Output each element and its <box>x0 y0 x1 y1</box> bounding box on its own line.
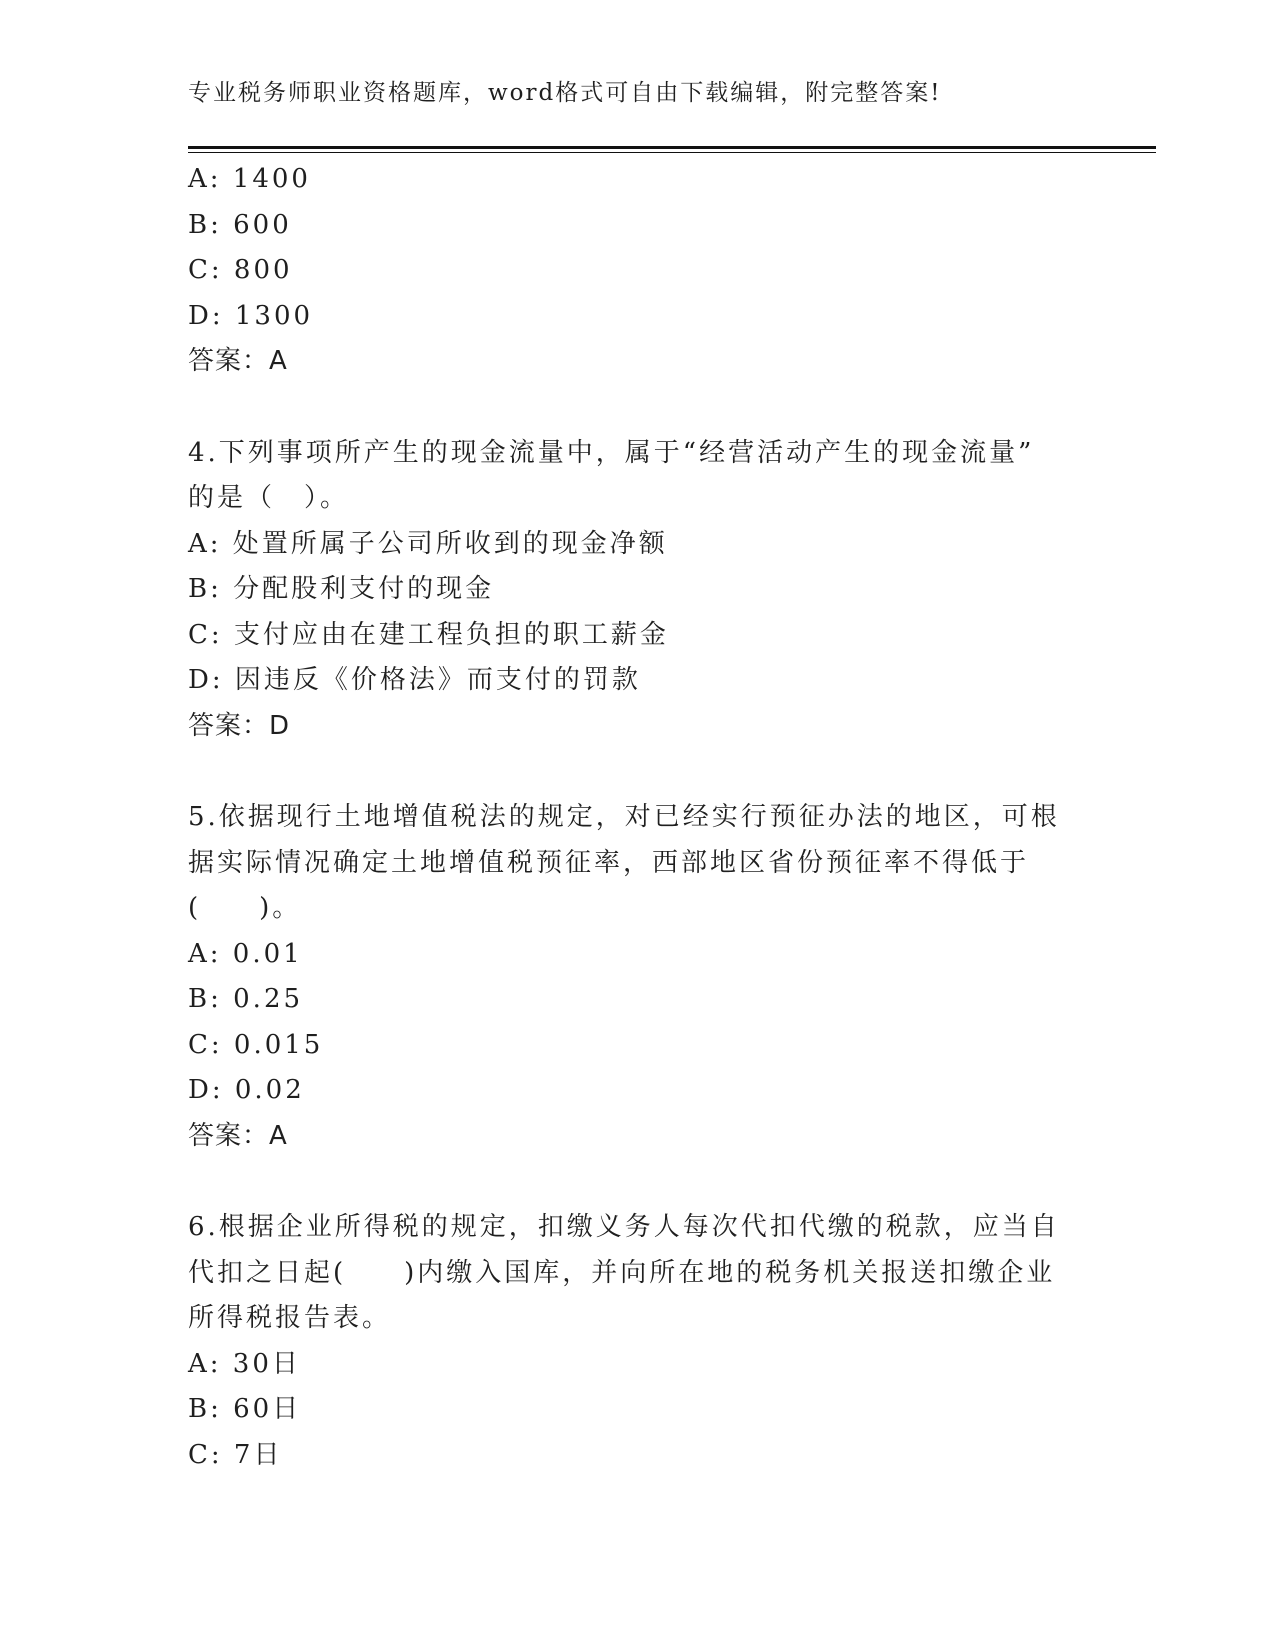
q5-answer: 答案：A <box>188 1120 288 1151</box>
q4-option-b: B: 分配股利支付的现金 <box>188 574 495 604</box>
q3-answer: 答案：A <box>188 346 288 376</box>
q5-stem-line-2: 据实际情况确定土地增值税预征率，西部地区省份预征率不得低于 <box>188 847 1030 878</box>
q5-stem-line-1: 5.依据现行土地增值税法的规定，对已经实行预征办法的地区，可根 <box>188 802 1060 832</box>
q5-option-d: D: 0.02 <box>188 1075 305 1105</box>
q3-option-a: A: 1400 <box>188 164 311 194</box>
question-5-block <box>188 795 1088 1159</box>
question-3-block <box>188 157 1088 385</box>
q6-stem-line-3: 所得税报告表。 <box>188 1303 392 1333</box>
question-6-block <box>188 1205 1088 1478</box>
q5-option-c: C: 0.015 <box>188 1029 324 1060</box>
q5-option-b: B: 0.25 <box>188 984 304 1014</box>
q3-option-c: C: 800 <box>188 255 293 285</box>
question-4-block <box>188 431 1088 750</box>
q4-option-c: C: 支付应由在建工程负担的职工薪金 <box>188 619 669 650</box>
spacer <box>188 1159 1088 1205</box>
spacer <box>188 385 1088 431</box>
q3-option-d: D: 1300 <box>188 300 314 331</box>
q5-stem-line-3: ( )。 <box>188 893 302 923</box>
q4-stem-line-2: 的是（ ）。 <box>188 483 350 513</box>
q5-option-a: A: 0.01 <box>188 938 303 969</box>
q6-stem-line-2: 代扣之日起( )内缴入国库，并向所在地的税务机关报送扣缴企业 <box>188 1257 1056 1288</box>
q6-stem-line-1: 6.根据企业所得税的规定，扣缴义务人每次代扣代缴的税款，应当自 <box>188 1212 1060 1242</box>
q6-option-b: B: 60日 <box>188 1394 302 1424</box>
header-divider-thin <box>188 152 1156 153</box>
q4-answer: 答案：D <box>188 710 291 741</box>
q4-stem-line-1: 4.下列事项所产生的现金流量中，属于“经营活动产生的现金流量” <box>188 437 1035 468</box>
spacer <box>188 749 1088 795</box>
question-content <box>188 157 1088 1478</box>
page-header: 专业税务师职业资格题库，word格式可自由下载编辑，附完整答案! <box>188 80 942 106</box>
q4-option-a: A: 处置所属子公司所收到的现金净额 <box>188 528 668 559</box>
q6-option-c: C: 7日 <box>188 1439 283 1470</box>
header-divider-thick <box>188 146 1156 149</box>
q4-option-d: D: 因违反《价格法》而支付的罚款 <box>188 665 641 695</box>
q6-option-a: A: 30日 <box>188 1348 301 1379</box>
q3-option-b: B: 600 <box>188 209 292 240</box>
